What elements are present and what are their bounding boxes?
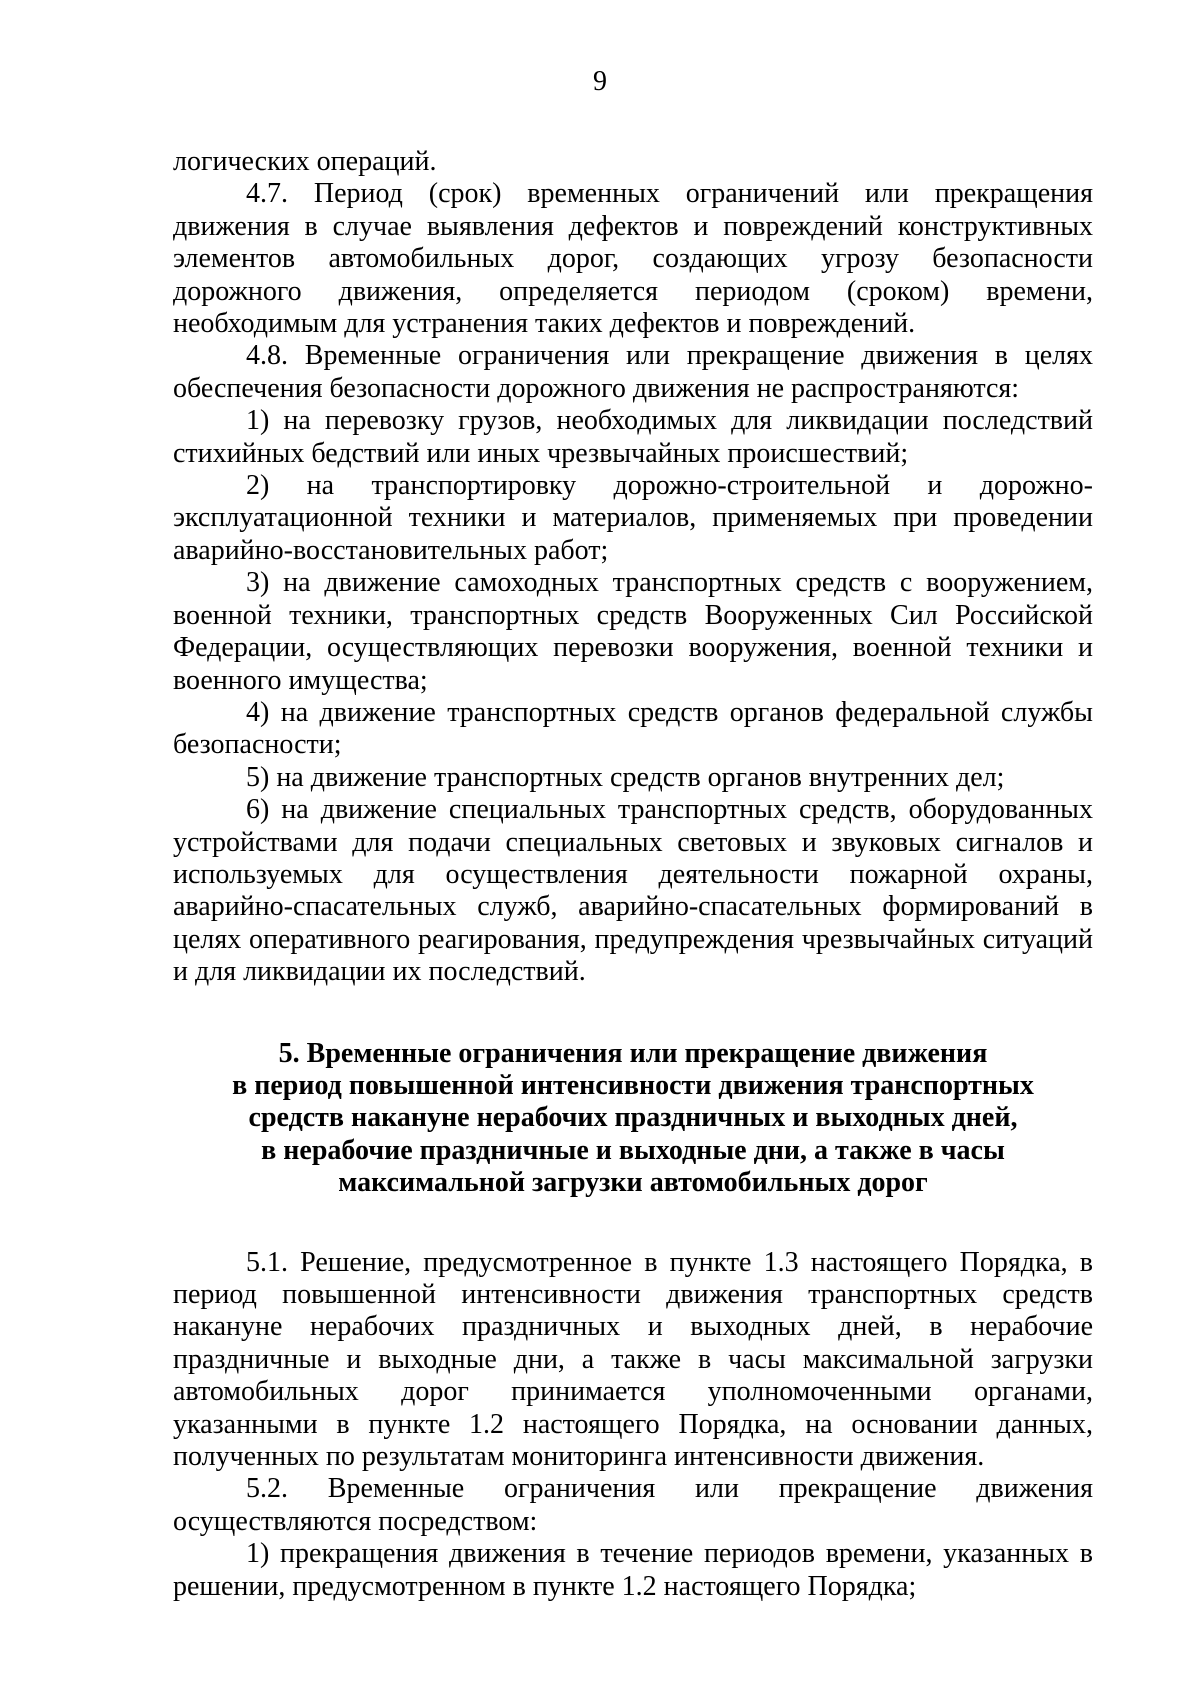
list-item-5-2-1: 1) прекращения движения в течение периодов времени, указанных в решении, предусмотренном в пункте 1.2 настоящего Порядка; (173, 1538, 1093, 1602)
paragraph-5-2: 5.2. Временные ограничения или прекращение движения осуществляются посредством: (173, 1473, 1093, 1537)
paragraph-4-8: 4.8. Временные ограничения или прекращение движения в целях обеспечения безопасности дорожного движения не распространяются: (173, 340, 1093, 404)
list-item-4: 4) на движение транспортных средств органов федеральной службы безопасности; (173, 696, 1093, 761)
paragraph-5-1: 5.1. Решение, предусмотренное в пункте 1.3 настоящего Порядка, в период повышенной интенсивности движения транспортных средств накануне нерабочих праздничных и выходных дней, в нерабочие праздничные и выходные дни, а также в часы максимальной загрузки автомобильных дорог принимается уполномоченными органами, указанными в пункте 1.2 настоящего Порядка, на основании данных, полученных по результатам мониторинга интенсивности движения. (173, 1246, 1093, 1473)
section-heading-line: средств накануне нерабочих праздничных и выходных дней, (248, 1102, 1018, 1134)
section-heading (173, 1038, 1093, 1200)
list-item-3: 3) на движение самоходных транспортных средств с вооружением, военной техники, транспортных средств Вооруженных Сил Российской Федерации, осуществляющих перевозки вооружения, военной техники и военного имущества; (173, 567, 1093, 696)
list-item-2: 2) на транспортировку дорожно-строительной и дорожно-эксплуатационной техники и материалов, применяемых при проведении аварийно-восстановительных работ; (173, 470, 1093, 566)
paragraph-4-7: 4.7. Период (срок) временных ограничений или прекращения движения в случае выявления дефектов и повреждений конструктивных элементов автомобильных дорог, создающих угрозу безопасности дорожного движения, определяется периодом (сроком) времени, необходимым для устранения таких дефектов и повреждений. (173, 178, 1093, 340)
list-item-5: 5) на движение транспортных средств органов внутренних дел; (246, 761, 1005, 793)
paragraph-continuation: логических операций. (173, 146, 437, 177)
section-heading-line: 5. Временные ограничения или прекращение движения (278, 1037, 988, 1069)
section-heading-line: максимальной загрузки автомобильных дорог (338, 1167, 928, 1199)
list-item-1: 1) на перевозку грузов, необходимых для ликвидации последствий стихийных бедствий или иных чрезвычайных происшествий; (173, 405, 1093, 469)
section-heading-line: в нерабочие праздничные и выходные дни, а также в часы (261, 1134, 1005, 1166)
document-body (173, 146, 1093, 1603)
section-heading-line: в период повышенной интенсивности движения транспортных (232, 1069, 1034, 1101)
list-item-6: 6) на движение специальных транспортных средств, оборудованных устройствами для подачи специальных световых и звуковых сигналов и используемых для осуществления деятельности пожарной охраны, аварийно-спасательных служб, аварийно-спасательных формирований в целях оперативного реагирования, предупреждения чрезвычайных ситуаций и для ликвидации их последствий. (173, 794, 1093, 988)
page-number: 9 (593, 66, 607, 97)
